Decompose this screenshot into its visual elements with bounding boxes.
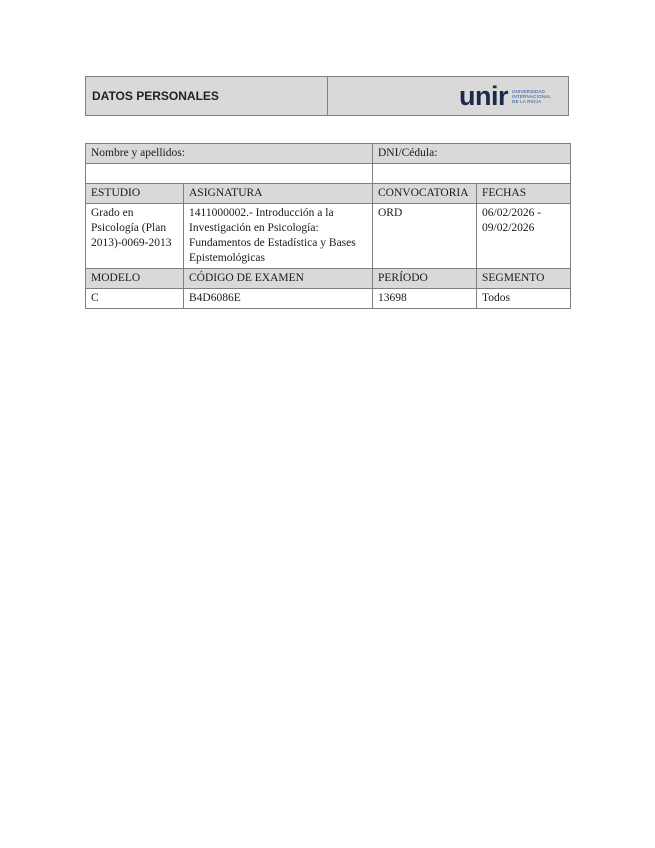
logo-sub-line: INTERNACIONAL xyxy=(512,93,552,99)
segment-cell: Todos xyxy=(477,289,571,309)
table-header-row xyxy=(86,269,571,289)
logo-sub-line: UNIVERSIDAD xyxy=(512,88,545,94)
name-label: Nombre y apellidos: xyxy=(86,144,373,164)
logo-subtitle xyxy=(512,89,558,104)
table-row xyxy=(86,204,571,269)
header-cell: ASIGNATURA xyxy=(184,184,373,204)
header-cell: FECHAS xyxy=(477,184,571,204)
logo-wordmark: unir xyxy=(459,80,508,111)
exam-info-table xyxy=(85,143,571,309)
table-row xyxy=(86,289,571,309)
unir-logo xyxy=(459,80,558,111)
period-cell: 13698 xyxy=(373,289,477,309)
exam-code-cell: B4D6086E xyxy=(184,289,373,309)
logo-cell xyxy=(328,77,568,115)
dates-cell: 06/02/2026 - 09/02/2026 xyxy=(477,204,571,269)
header-cell: ESTUDIO xyxy=(86,184,184,204)
header-cell: PERÍODO xyxy=(373,269,477,289)
id-label: DNI/Cédula: xyxy=(373,144,571,164)
header-banner xyxy=(85,76,569,116)
study-cell: Grado en Psicología (Plan 2013)-0069-2013 xyxy=(86,204,184,269)
id-value xyxy=(373,164,571,184)
call-cell: ORD xyxy=(373,204,477,269)
personal-values-row xyxy=(86,164,571,184)
header-cell: CONVOCATORIA xyxy=(373,184,477,204)
header-cell: CÓDIGO DE EXAMEN xyxy=(184,269,373,289)
header-cell: MODELO xyxy=(86,269,184,289)
personal-labels-row xyxy=(86,144,571,164)
page-title: DATOS PERSONALES xyxy=(86,77,328,115)
header-cell: SEGMENTO xyxy=(477,269,571,289)
subject-cell: 1411000002.- Introducción a la Investigación en Psicología: Fundamentos de Estadística y Bases Epistemológicas xyxy=(184,204,373,269)
table-header-row xyxy=(86,184,571,204)
model-cell: C xyxy=(86,289,184,309)
logo-sub-line: DE LA RIOJA xyxy=(512,98,542,104)
name-value xyxy=(86,164,373,184)
